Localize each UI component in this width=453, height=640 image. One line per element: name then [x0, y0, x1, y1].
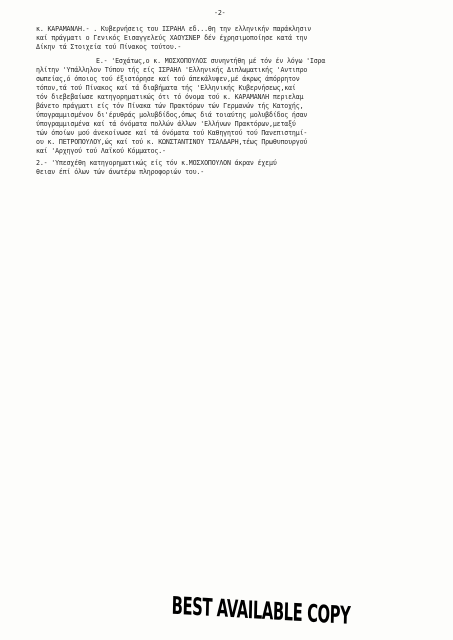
text-line: ύπογραμμισμένον δι'έρυθράς μολυβδίδος,όπως διά τοιαύτης μολυβδίδος ήσαν [36, 111, 308, 119]
best-available-copy-stamp: BEST AVAILABLE COPY [171, 592, 351, 631]
page-number: -2- [214, 9, 226, 17]
text-line: Δίκην τά Στοιχεία τού Πίνακος τούτου.- [36, 43, 182, 51]
text-line: καί 'Αρχηγού τού Λαϊκού Κόμματος.- [36, 147, 166, 155]
text-line: ηλίτην 'Υπάλληλον Τύπου τής είς ΙΣΡΑΗΛ 'Ελληνικής Διπλωματικής 'Αντιπρο [36, 66, 308, 74]
text-line: τόν διεβεβαίωσε κατηγορηματικώς ότι τό όνομα τού κ. ΚΑΡΑΜΑΝΛΗ περιελαμ [36, 93, 304, 101]
text-line: ου κ. ΠΕΤΡΟΠΟΥΛΟΥ,ώς καί τού κ. ΚΩΝΣΤΑΝΤΙΝΟΥ ΤΣΑΛΔΑΡΗ,τέως Πρωθυπουργού [36, 138, 308, 146]
text-line: καί πράγματι ο Γενικός Εισαγγελεύς ΧΑΟΥΣΝΕΡ δέν έχρησιμοποίησε κατά την [36, 34, 308, 42]
text-line: 2.- 'Υπεσχέθη κατηγορηματικώς είς τόν κ.ΜΟΣΧΟΠΟΥΛΟΝ άκραν έχεμύ [36, 159, 277, 167]
text-line: βάνετο πράγματι είς τόν Πίνακα τών Πρακτόρων τών Γερμανών τής Κατοχής, [36, 102, 304, 110]
text-line: τόπον,τά τού Πίνακος καί τά διαβήματα τής 'Ελληνικής Κυβερνήσεως,καί [36, 84, 296, 92]
text-line: ύπογραμμισμένα καί τά όνόματα πολλών άλλων 'Ελλήνων Πρακτόρων,μεταξύ [36, 120, 296, 128]
text-line: κ. ΚΑΡΑΜΑΝΛΗ.- . Κυβερνήσεις του ΙΣΡΑΗΛ εδ...θη την ελληνικήν παράκλησιν [36, 25, 312, 33]
text-line: σωπείας,ό όποιος τού έξιστόρησε καί τού άπεκάλυψεν,μέ άκρως άπόρρητον [36, 75, 300, 83]
text-line: θειαν έπί όλων τών άνωτέρω πληροφοριών του.- [36, 168, 205, 176]
text-line: τών όποίων μού άνεκοίνωσε καί τά όνόματα τού Καθηγητού τού Πανεπιστημί- [36, 129, 308, 137]
text-line: Ε.- 'Εσχάτως,ο κ. ΜΟΣΧΟΠΟΥΛΟΣ συνηντήθη μέ τόν έν λόγω 'Ισρα [96, 57, 326, 65]
